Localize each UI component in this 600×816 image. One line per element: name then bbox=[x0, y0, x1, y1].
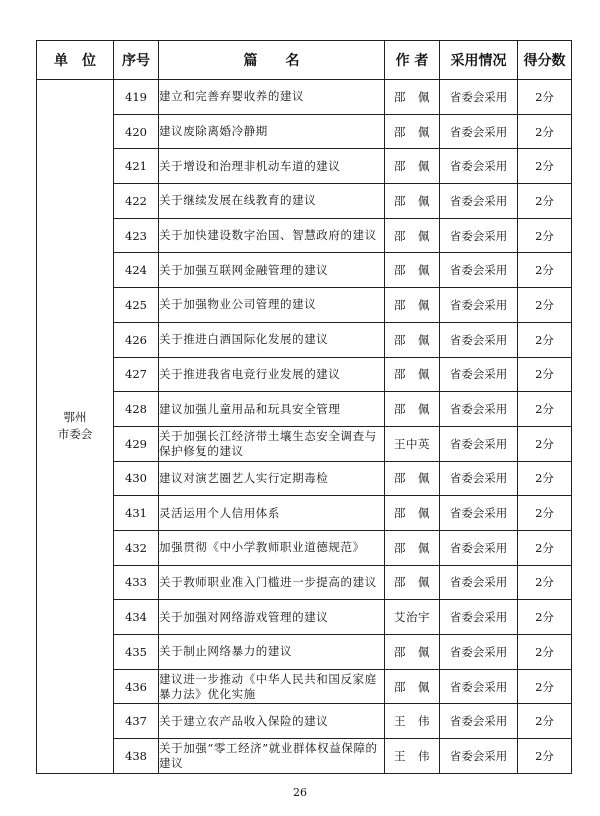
row-number: 433 bbox=[114, 565, 159, 600]
row-author: 邵 佩 bbox=[385, 530, 440, 565]
row-title: 关于制止网络暴力的建议 bbox=[159, 635, 385, 670]
table-row bbox=[37, 218, 572, 253]
table-row bbox=[37, 357, 572, 392]
row-score: 2分 bbox=[518, 288, 572, 323]
table-row bbox=[37, 392, 572, 427]
row-number: 428 bbox=[114, 392, 159, 427]
row-status: 省委会采用 bbox=[440, 184, 518, 219]
award-table bbox=[36, 40, 572, 774]
row-author: 王 伟 bbox=[385, 704, 440, 739]
row-score: 2分 bbox=[518, 600, 572, 635]
row-title: 加强贯彻《中小学教师职业道德规范》 bbox=[159, 530, 385, 565]
row-status: 省委会采用 bbox=[440, 357, 518, 392]
row-number: 427 bbox=[114, 357, 159, 392]
row-title: 关于加强长江经济带土壤生态安全调查与保护修复的建议 bbox=[159, 426, 385, 461]
row-number: 438 bbox=[114, 739, 159, 774]
row-author: 邵 佩 bbox=[385, 288, 440, 323]
header-status: 采用情况 bbox=[440, 41, 518, 80]
row-author: 邵 佩 bbox=[385, 184, 440, 219]
row-author: 邵 佩 bbox=[385, 357, 440, 392]
table-row bbox=[37, 149, 572, 184]
row-score: 2分 bbox=[518, 149, 572, 184]
row-title: 建立和完善弃婴收养的建议 bbox=[159, 80, 385, 115]
row-author: 邵 佩 bbox=[385, 322, 440, 357]
row-author: 邵 佩 bbox=[385, 496, 440, 531]
header-unit: 单 位 bbox=[37, 41, 114, 80]
row-score: 2分 bbox=[518, 565, 572, 600]
row-score: 2分 bbox=[518, 114, 572, 149]
table-row bbox=[37, 461, 572, 496]
row-score: 2分 bbox=[518, 426, 572, 461]
table-row bbox=[37, 600, 572, 635]
row-score: 2分 bbox=[518, 392, 572, 427]
row-number: 422 bbox=[114, 184, 159, 219]
row-score: 2分 bbox=[518, 496, 572, 531]
row-status: 省委会采用 bbox=[440, 149, 518, 184]
row-status: 省委会采用 bbox=[440, 669, 518, 704]
row-title: 关于增设和治理非机动车道的建议 bbox=[159, 149, 385, 184]
row-title: 关于加强互联网金融管理的建议 bbox=[159, 253, 385, 288]
row-author: 邵 佩 bbox=[385, 218, 440, 253]
row-number: 425 bbox=[114, 288, 159, 323]
header-number: 序号 bbox=[114, 41, 159, 80]
row-author: 邵 佩 bbox=[385, 461, 440, 496]
row-number: 431 bbox=[114, 496, 159, 531]
row-score: 2分 bbox=[518, 704, 572, 739]
table-row bbox=[37, 426, 572, 461]
header-score: 得分数 bbox=[518, 41, 572, 80]
header-row bbox=[37, 41, 572, 80]
row-title: 关于加快建设数字治国、智慧政府的建议 bbox=[159, 218, 385, 253]
table-row bbox=[37, 253, 572, 288]
row-number: 423 bbox=[114, 218, 159, 253]
row-number: 421 bbox=[114, 149, 159, 184]
row-number: 436 bbox=[114, 669, 159, 704]
row-author: 王 伟 bbox=[385, 739, 440, 774]
row-title: 建议进一步推动《中华人民共和国反家庭暴力法》优化实施 bbox=[159, 669, 385, 704]
row-number: 430 bbox=[114, 461, 159, 496]
row-status: 省委会采用 bbox=[440, 565, 518, 600]
row-title: 关于建立农产品收入保险的建议 bbox=[159, 704, 385, 739]
row-title: 关于推进我省电竞行业发展的建议 bbox=[159, 357, 385, 392]
table-body bbox=[37, 80, 572, 774]
table-row bbox=[37, 184, 572, 219]
row-score: 2分 bbox=[518, 461, 572, 496]
row-score: 2分 bbox=[518, 322, 572, 357]
header-author: 作 者 bbox=[385, 41, 440, 80]
row-score: 2分 bbox=[518, 739, 572, 774]
row-title: 建议加强儿童用品和玩具安全管理 bbox=[159, 392, 385, 427]
row-author: 邵 佩 bbox=[385, 114, 440, 149]
table-row bbox=[37, 704, 572, 739]
row-status: 省委会采用 bbox=[440, 461, 518, 496]
table-row bbox=[37, 739, 572, 774]
row-number: 432 bbox=[114, 530, 159, 565]
row-score: 2分 bbox=[518, 357, 572, 392]
table-row bbox=[37, 80, 572, 115]
row-status: 省委会采用 bbox=[440, 426, 518, 461]
row-status: 省委会采用 bbox=[440, 635, 518, 670]
row-author: 艾治宇 bbox=[385, 600, 440, 635]
row-status: 省委会采用 bbox=[440, 739, 518, 774]
row-score: 2分 bbox=[518, 253, 572, 288]
row-author: 王中英 bbox=[385, 426, 440, 461]
row-status: 省委会采用 bbox=[440, 80, 518, 115]
row-title: 关于加强对网络游戏管理的建议 bbox=[159, 600, 385, 635]
row-status: 省委会采用 bbox=[440, 530, 518, 565]
row-author: 邵 佩 bbox=[385, 149, 440, 184]
table-row bbox=[37, 288, 572, 323]
row-author: 邵 佩 bbox=[385, 669, 440, 704]
row-title: 关于加强物业公司管理的建议 bbox=[159, 288, 385, 323]
row-author: 邵 佩 bbox=[385, 253, 440, 288]
row-status: 省委会采用 bbox=[440, 288, 518, 323]
row-score: 2分 bbox=[518, 218, 572, 253]
row-status: 省委会采用 bbox=[440, 704, 518, 739]
unit-cell bbox=[37, 80, 114, 774]
row-score: 2分 bbox=[518, 635, 572, 670]
row-status: 省委会采用 bbox=[440, 253, 518, 288]
row-number: 434 bbox=[114, 600, 159, 635]
row-title: 关于推进白酒国际化发展的建议 bbox=[159, 322, 385, 357]
row-number: 426 bbox=[114, 322, 159, 357]
row-title: 建议对演艺圈艺人实行定期毒检 bbox=[159, 461, 385, 496]
row-status: 省委会采用 bbox=[440, 114, 518, 149]
table-row bbox=[37, 565, 572, 600]
row-title: 灵活运用个人信用体系 bbox=[159, 496, 385, 531]
row-title: 关于教师职业准入门槛进一步提高的建议 bbox=[159, 565, 385, 600]
unit-name-line: 鄂州 bbox=[63, 410, 87, 425]
row-number: 419 bbox=[114, 80, 159, 115]
table-row bbox=[37, 322, 572, 357]
row-score: 2分 bbox=[518, 669, 572, 704]
table-row bbox=[37, 635, 572, 670]
table-row bbox=[37, 530, 572, 565]
row-author: 邵 佩 bbox=[385, 392, 440, 427]
row-author: 邵 佩 bbox=[385, 80, 440, 115]
row-status: 省委会采用 bbox=[440, 496, 518, 531]
row-title: 关于加强“零工经济”就业群体权益保障的建议 bbox=[159, 739, 385, 774]
table-row bbox=[37, 114, 572, 149]
unit-name-line: 市委会 bbox=[57, 427, 93, 442]
row-status: 省委会采用 bbox=[440, 322, 518, 357]
table-row bbox=[37, 496, 572, 531]
row-title: 建议废除离婚冷静期 bbox=[159, 114, 385, 149]
row-status: 省委会采用 bbox=[440, 392, 518, 427]
row-number: 435 bbox=[114, 635, 159, 670]
row-number: 437 bbox=[114, 704, 159, 739]
row-status: 省委会采用 bbox=[440, 218, 518, 253]
row-title: 关于继续发展在线教育的建议 bbox=[159, 184, 385, 219]
row-score: 2分 bbox=[518, 184, 572, 219]
header-title: 篇 名 bbox=[159, 41, 385, 80]
table-row bbox=[37, 669, 572, 704]
row-score: 2分 bbox=[518, 80, 572, 115]
row-score: 2分 bbox=[518, 530, 572, 565]
row-number: 429 bbox=[114, 426, 159, 461]
page-number: 26 bbox=[293, 786, 307, 799]
row-status: 省委会采用 bbox=[440, 600, 518, 635]
row-author: 邵 佩 bbox=[385, 635, 440, 670]
row-number: 424 bbox=[114, 253, 159, 288]
row-number: 420 bbox=[114, 114, 159, 149]
row-author: 邵 佩 bbox=[385, 565, 440, 600]
